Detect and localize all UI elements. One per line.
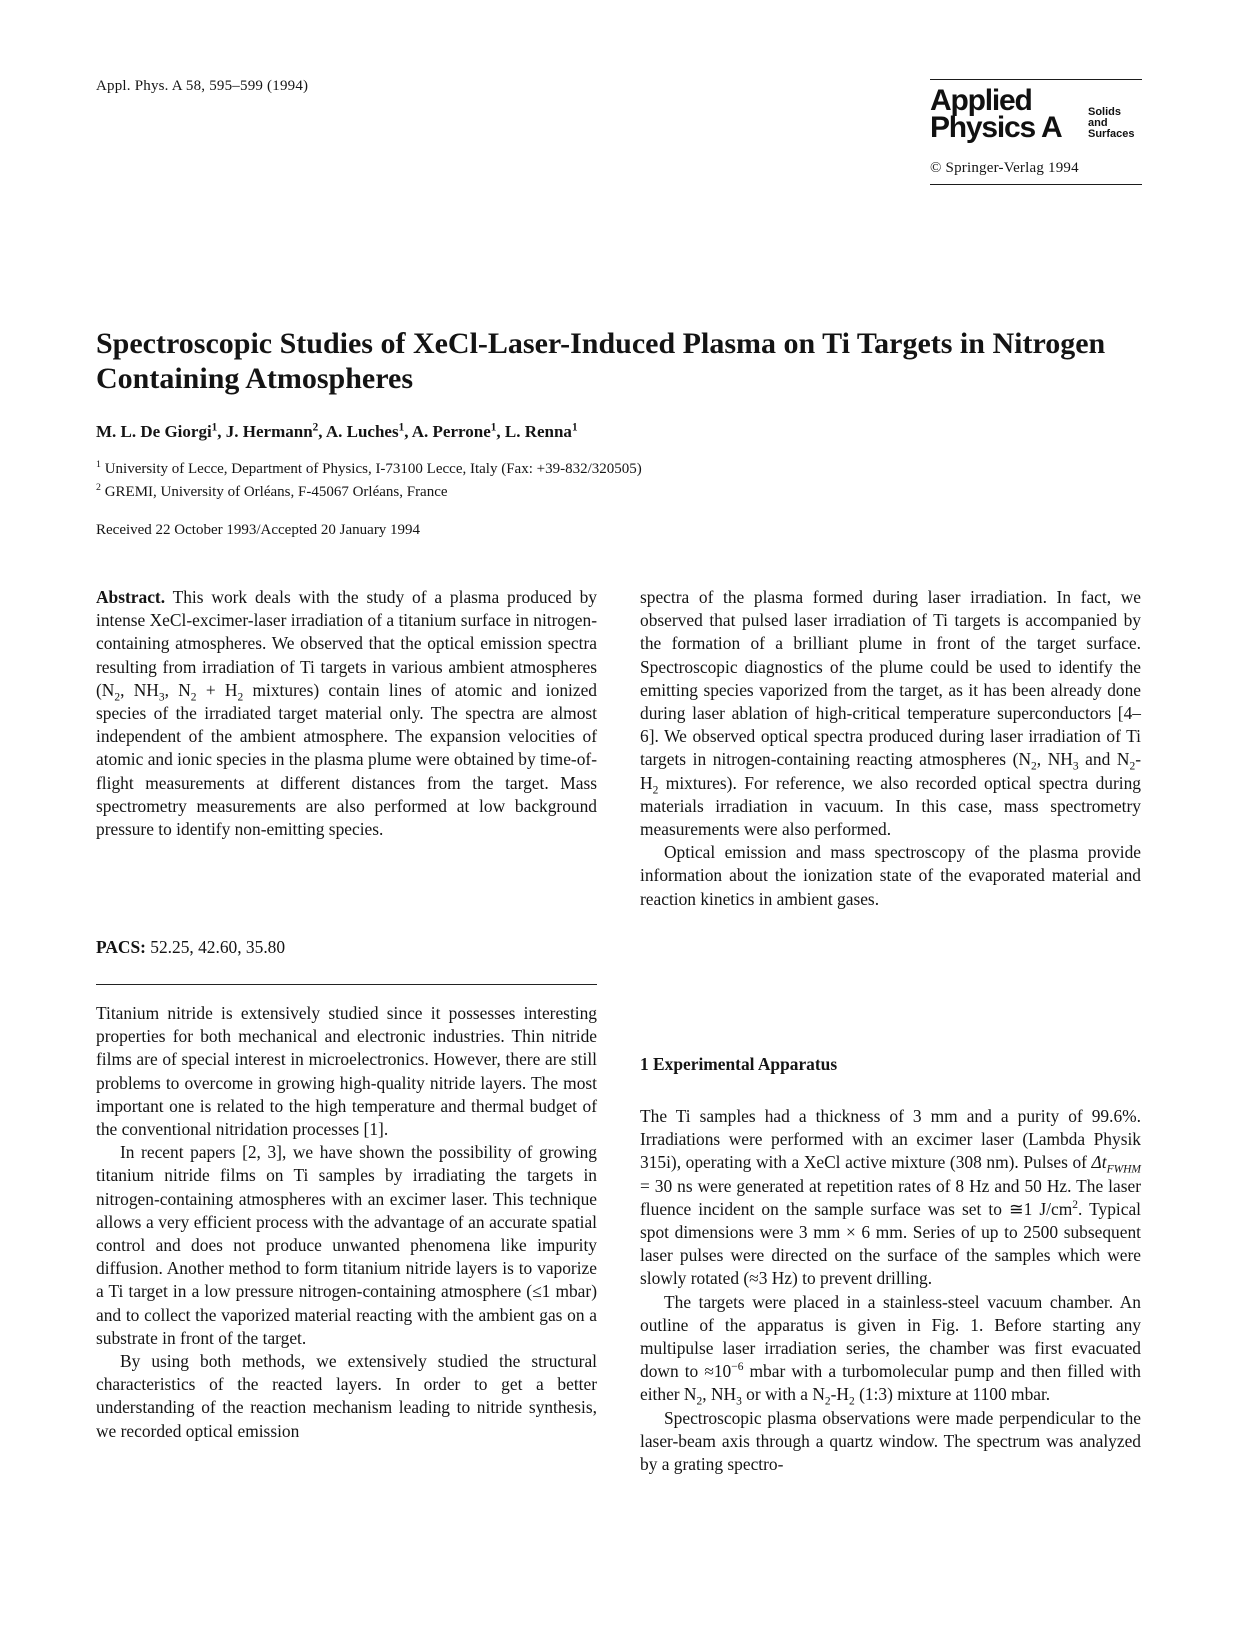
author-list: M. L. De Giorgi$^1$, J. Hermann$^2$, A. Luches$^1$, A. Perrone$^1$, L. Renna$^1$ — [96, 421, 578, 441]
body-paragraph: By using both methods, we extensively studied the structural characteristics of the reacted layers. In order to get a better understanding of the reaction mechanism leading to nitride synthesis, we recorded optical emission — [96, 1351, 597, 1441]
author-affiliation-mark: 1 — [211, 421, 218, 434]
abstract-paragraph: Abstract. This work deals with the study of a plasma produced by intense XeCl-excimer-laser irradiation of a titanium surface in nitrogen-containing atmospheres. We observed that the optical emission spectra resulting from irradiation of Ti targets in various ambient atmospheres ($N_2$, $NH_3$, $N_2 + H_2$ mixtures) contain lines of atomic and ionized species of the irradiated target material only. The spectra are almost independent of the ambient atmosphere. The expansion velocities of atomic and ionic species in the plasma plume were obtained by time-of-flight measurements at different distances from the target. Mass spectrometry measurements are also performed at low background pressure to identify non-emitting species. — [96, 587, 597, 840]
author: A. Luches — [325, 422, 399, 441]
author: A. Perrone — [411, 422, 491, 441]
delta-t-symbol: Δt — [1091, 1152, 1107, 1173]
body-paragraph: Titanium nitride is extensively studied since it possesses interesting properties for both mechanical and electronic industries. Thin nitride films are of special interest in microelectronics. However, there are still problems to overcome in growing high-quality nitride layers. The most important one is related to the high temperature and thermal budget of the conventional nitridation processes [1]. — [96, 1003, 597, 1140]
author: M. L. De Giorgi — [96, 422, 212, 441]
logo-applied: Applied — [930, 84, 1032, 117]
body-paragraph: The targets were placed in a stainless-steel vacuum chamber. An outline of the apparatus is given in Fig. 1. Before starting any multipulse laser irradiation series, the chamber was first evacuated down to $\approx 10^{-6}$ mbar with a turbomolecular pump and then filled with either $N_2$, $NH_3$ or with a $N_2-H_2$ (1:3) mixture at 1100 mbar. — [640, 1291, 1141, 1408]
abstract-label: Abstract. — [96, 587, 166, 607]
author-affiliation-mark: 2 — [312, 421, 319, 434]
pacs-codes — [96, 937, 285, 958]
body-paragraph: Optical emission and mass spectroscopy of the plasma provide information about the ionization state of the evaporated material and reaction kinetics in ambient gases. — [640, 842, 1141, 909]
body-paragraph: In recent papers [2, 3], we have shown the possibility of growing titanium nitride films on Ti samples by irradiating the targets in nitrogen-containing atmospheres with an excimer laser. This technique allows a very efficient process with the advantage of an accurate spatial control and does not produce unwanted phenomena like impurity diffusion. Another method to form titanium nitride layers is to vaporize a Ti target in a low pressure nitrogen-containing atmosphere (≤1 mbar) and to collect the vaporized material reacting with the ambient gas on a substrate in front of the target. — [96, 1142, 597, 1348]
affiliation: $^1$ University of Lecce, Department of Physics, I-73100 Lecce, Italy (Fax: +39-832/320505) — [96, 459, 642, 477]
author-affiliation-mark: 1 — [398, 421, 405, 434]
copyright-rule — [930, 184, 1142, 185]
abstract-divider — [96, 984, 597, 985]
body-paragraph: The Ti samples had a thickness of 3 mm and a purity of 99.6%. Irradiations were performed with an excimer laser (Lambda Physik 315i), operating with a XeCl active mixture (308 nm). Pulses of $\Delta t_{FWHM} = 30$ ns were generated at repetition rates of 8 Hz and 50 Hz. The laser fluence incident on the sample surface was set to ≅1 $J/cm^2$. Typical spot dimensions were 3 mm × 6 mm. Series of up to 2500 subsequent laser pulses were directed on the surface of the samples which were slowly rotated (≈3 Hz) to prevent drilling. — [640, 1106, 1142, 1289]
logo-solids: Solids — [1088, 106, 1122, 118]
experimental-section — [640, 1105, 1141, 1476]
author-affiliation-mark: 1 — [490, 421, 497, 434]
introduction-left — [96, 1002, 597, 1443]
logo-surfaces: Surfaces — [1088, 128, 1135, 140]
body-paragraph: spectra of the plasma formed during laser irradiation. In fact, we observed that pulsed laser irradiation of Ti targets is accompanied by the formation of a brilliant plume in front of the target surface. Spectroscopic diagnostics of the plume could be used to identify the emitting species vaporized from the target, as it has been already done during laser ablation of high-critical temperature superconductors [4–6]. We observed optical spectra produced during laser irradiation of Ti targets in nitrogen-containing reacting atmospheres ($N_2$, $NH_3$ and $N_2-H_2$ mixtures). For reference, we also recorded optical spectra during materials irradiation in vacuum. In this case, mass spectrometry measurements were also performed. — [640, 587, 1141, 840]
logo-physics: Physics A — [930, 111, 1062, 144]
affiliation: $^2$ GREMI, University of Orléans, F-45067 Orléans, France — [96, 482, 448, 500]
author: J. Hermann — [225, 422, 313, 441]
body-paragraph: Spectroscopic plasma observations were made perpendicular to the laser-beam axis through a quartz window. The spectrum was analyzed by a grating spectro- — [640, 1407, 1141, 1475]
pacs-label: PACS: — [96, 937, 146, 957]
author-affiliation-mark: 1 — [571, 421, 578, 434]
journal-logo — [930, 79, 1142, 151]
journal-reference: Appl. Phys. A 58, 595–599 (1994) — [96, 78, 309, 94]
article-title: Spectroscopic Studies of XeCl-Laser-Induced Plasma on Ti Targets in Nitrogen Containing Atmospheres — [96, 327, 1106, 395]
affiliations — [96, 458, 642, 504]
pacs-values: 52.25, 42.60, 35.80 — [150, 937, 286, 957]
introduction-right — [640, 586, 1141, 911]
logo-and: and — [1088, 117, 1108, 129]
author: L. Renna — [504, 422, 572, 441]
copyright: © Springer-Verlag 1994 — [930, 160, 1079, 176]
section-heading: 1 Experimental Apparatus — [640, 1054, 838, 1074]
received-dates: Received 22 October 1993/Accepted 20 January 1994 — [96, 522, 421, 538]
abstract — [96, 586, 597, 841]
